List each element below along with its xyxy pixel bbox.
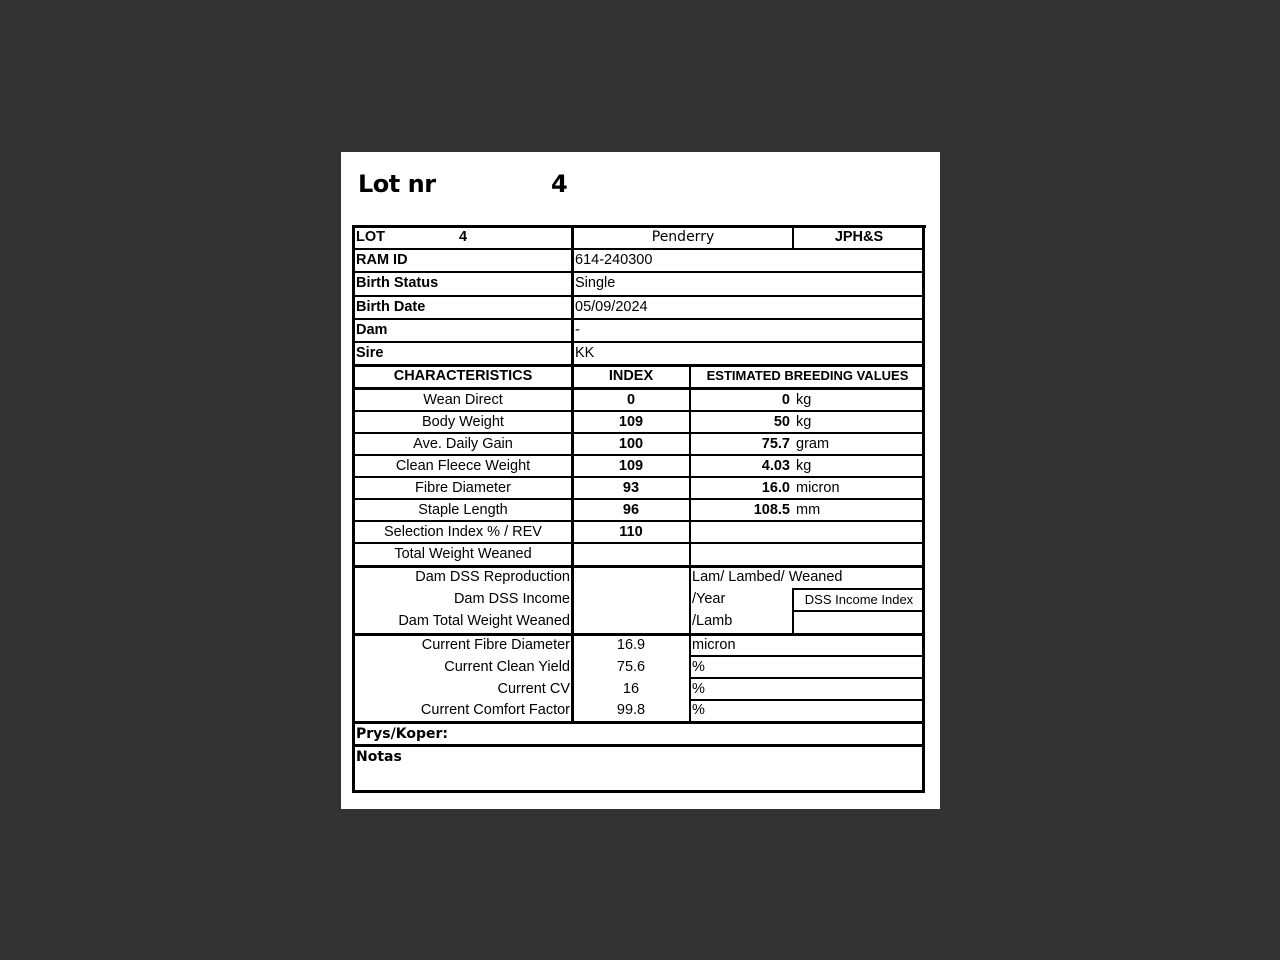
divider bbox=[792, 610, 925, 612]
trait-unit: kg bbox=[796, 458, 812, 474]
current-value: 16 bbox=[622, 681, 640, 697]
current-value: 16.9 bbox=[616, 637, 646, 653]
index-header: INDEX bbox=[608, 368, 654, 384]
notes-field[interactable] bbox=[356, 767, 921, 789]
trait-index: 93 bbox=[622, 480, 640, 496]
lot-title: Lot nr bbox=[358, 170, 436, 198]
sire-value: KK bbox=[575, 345, 595, 361]
lot-value: 4 bbox=[459, 229, 468, 245]
current-unit: micron bbox=[692, 637, 736, 653]
trait-ebv: 108.5 bbox=[753, 502, 790, 518]
current-unit: % bbox=[692, 681, 705, 697]
trait-unit: kg bbox=[796, 392, 812, 408]
current-label: Current Comfort Factor bbox=[420, 702, 570, 718]
ram-id-value: 614-240300 bbox=[575, 252, 653, 268]
divider bbox=[689, 364, 691, 723]
divider bbox=[689, 699, 925, 701]
trait-index: 100 bbox=[618, 436, 644, 452]
divider bbox=[352, 271, 925, 273]
dam-total-weight-weaned-label: Dam Total Weight Weaned bbox=[398, 613, 570, 629]
table-border bbox=[922, 225, 925, 793]
trait-unit: gram bbox=[796, 436, 830, 452]
trait-ebv: 75.7 bbox=[761, 436, 790, 452]
trait-name: Total Weight Weaned bbox=[394, 546, 532, 562]
table-border bbox=[352, 790, 925, 793]
trait-name: Body Weight bbox=[422, 414, 504, 430]
trait-name: Clean Fleece Weight bbox=[395, 458, 531, 474]
dam-dss-income-unit: /Year bbox=[692, 591, 726, 607]
divider bbox=[352, 542, 925, 544]
trait-name: Ave. Daily Gain bbox=[413, 436, 513, 452]
trait-unit: kg bbox=[796, 414, 812, 430]
birth-date-label: Birth Date bbox=[356, 299, 426, 315]
birth-date-value: 05/09/2024 bbox=[575, 299, 648, 315]
dam-label: Dam bbox=[356, 322, 388, 338]
divider bbox=[571, 364, 574, 723]
lot-title-number: 4 bbox=[551, 170, 568, 198]
current-unit: % bbox=[692, 659, 705, 675]
trait-name: Selection Index % / REV bbox=[384, 524, 542, 540]
price-buyer-label: Prys/Koper: bbox=[356, 726, 448, 742]
lot-label: LOT bbox=[356, 229, 385, 245]
table-border bbox=[352, 225, 926, 228]
trait-index: 109 bbox=[618, 458, 644, 474]
dam-total-weight-weaned-unit: /Lamb bbox=[692, 613, 733, 629]
current-value: 99.8 bbox=[616, 702, 646, 718]
notes-label: Notas bbox=[356, 749, 402, 765]
breeder-name: Penderry bbox=[651, 229, 715, 245]
trait-name: Wean Direct bbox=[423, 392, 503, 408]
trait-unit: mm bbox=[796, 502, 821, 518]
trait-ebv: 16.0 bbox=[761, 480, 790, 496]
divider bbox=[352, 248, 925, 250]
ebv-header: ESTIMATED BREEDING VALUES bbox=[706, 368, 909, 383]
dss-income-index-label: DSS Income Index bbox=[804, 592, 914, 607]
divider bbox=[792, 588, 925, 590]
divider bbox=[352, 387, 925, 390]
dam-dss-reproduction-unit: Lam/ Lambed/ Weaned bbox=[692, 569, 843, 585]
current-label: Current Clean Yield bbox=[444, 659, 570, 675]
divider bbox=[352, 318, 925, 320]
dam-dss-income-label: Dam DSS Income bbox=[453, 591, 570, 607]
divider bbox=[352, 432, 925, 434]
ram-id-label: RAM ID bbox=[356, 252, 408, 268]
divider bbox=[352, 476, 925, 478]
trait-unit: micron bbox=[796, 480, 840, 496]
trait-name: Fibre Diameter bbox=[415, 480, 511, 496]
divider bbox=[352, 498, 925, 500]
current-unit: % bbox=[692, 702, 705, 718]
divider bbox=[792, 225, 794, 249]
trait-index: 110 bbox=[619, 524, 643, 540]
divider bbox=[352, 341, 925, 343]
birth-status-label: Birth Status bbox=[356, 275, 439, 291]
table-border bbox=[352, 225, 355, 793]
stud-code: JPH&S bbox=[834, 229, 884, 245]
divider bbox=[352, 454, 925, 456]
current-value: 75.6 bbox=[616, 659, 646, 675]
trait-name: Staple Length bbox=[418, 502, 508, 518]
divider bbox=[352, 721, 925, 724]
trait-ebv: 4.03 bbox=[761, 458, 790, 474]
divider bbox=[792, 588, 794, 634]
divider bbox=[352, 410, 925, 412]
current-label: Current Fibre Diameter bbox=[421, 637, 570, 653]
divider bbox=[352, 295, 925, 297]
divider bbox=[352, 520, 925, 522]
characteristics-header: CHARACTERISTICS bbox=[393, 368, 533, 384]
dam-value: - bbox=[575, 322, 580, 338]
divider bbox=[352, 633, 925, 636]
current-label: Current CV bbox=[497, 681, 570, 697]
divider bbox=[571, 225, 574, 365]
sire-label: Sire bbox=[356, 345, 384, 361]
birth-status-value: Single bbox=[575, 275, 616, 291]
trait-ebv: 0 bbox=[781, 392, 790, 408]
dam-dss-reproduction-label: Dam DSS Reproduction bbox=[415, 569, 570, 585]
trait-index: 109 bbox=[618, 414, 644, 430]
divider bbox=[352, 364, 925, 367]
trait-index: 96 bbox=[622, 502, 640, 518]
trait-index: 0 bbox=[626, 392, 636, 408]
divider bbox=[689, 655, 925, 657]
divider bbox=[352, 744, 925, 747]
lot-sheet bbox=[341, 152, 940, 809]
divider bbox=[689, 677, 925, 679]
trait-ebv: 50 bbox=[773, 414, 790, 430]
divider bbox=[352, 565, 925, 568]
